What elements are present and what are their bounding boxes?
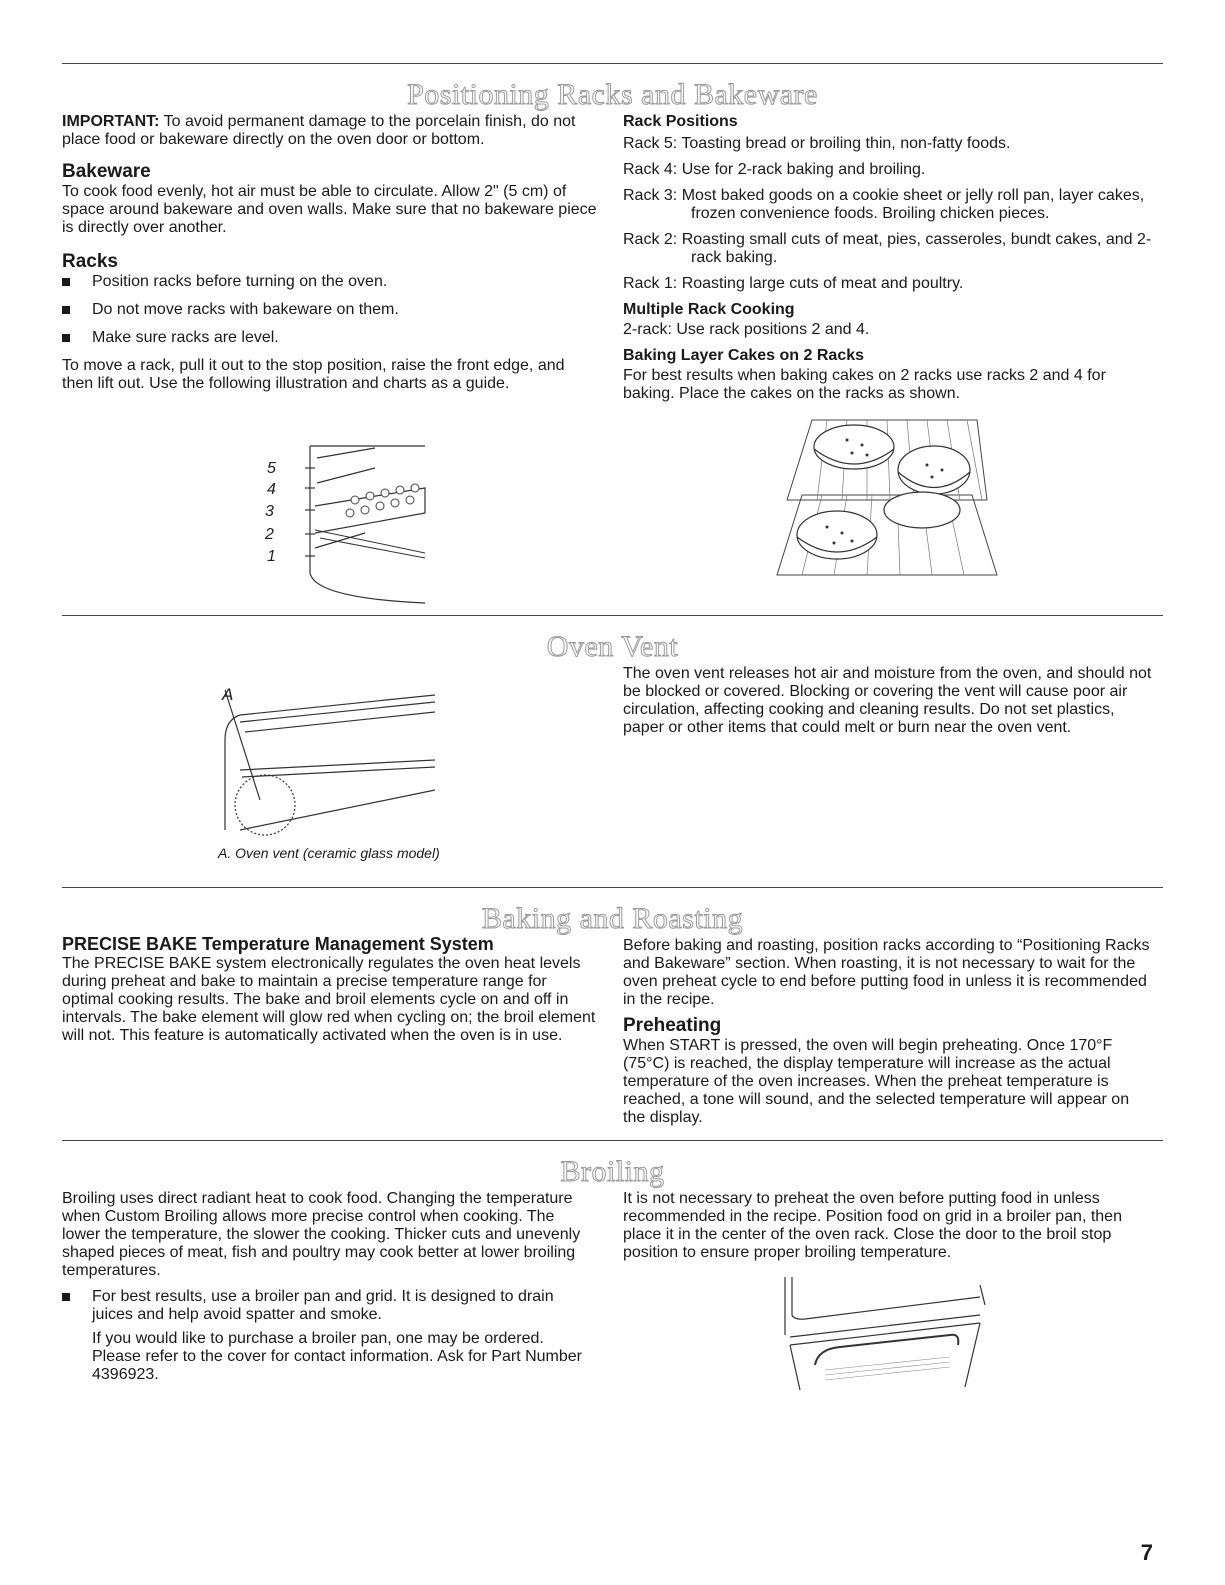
precise-bake-heading: PRECISE BAKE Temperature Management System [62, 934, 494, 954]
list-item: Rack 2: Roasting small cuts of meat, pies, casseroles, bundt cakes, and 2-rack baking. [623, 231, 1152, 266]
section-divider [62, 615, 1163, 616]
multiple-rack-text: 2-rack: Use rack positions 2 and 4. [623, 321, 870, 338]
important-note [62, 113, 597, 149]
list-item: Make sure racks are level. [62, 329, 597, 347]
multiple-rack-heading: Multiple Rack Cooking [623, 301, 795, 318]
list-item: Rack 1: Roasting large cuts of meat and poultry. [623, 275, 964, 292]
racks-left-column [62, 113, 597, 401]
rack-number-2: 2 [265, 526, 274, 543]
rack-number-4: 4 [267, 481, 276, 498]
broil-door-illustration [780, 1275, 1010, 1395]
bullet-square-icon [62, 334, 70, 342]
section-divider [62, 887, 1163, 888]
vent-label-a: A [222, 685, 234, 704]
important-text: To avoid permanent damage to the porcelain finish, do not place food or bakeware directly on the oven door or bottom. [62, 113, 576, 148]
vent-text: The oven vent releases hot air and moisture from the oven, and should not be blocked or covered. Blocking or covering the vent will cause poor air circulation, affecting cooking and cleaning results. Do not set plastics, paper or other items that could melt or burn near the oven vent. [623, 665, 1152, 736]
list-item: Position racks before turning on the oven. [62, 273, 597, 291]
baking-left-column [62, 935, 597, 1053]
rack-number-5: 5 [267, 460, 276, 477]
baking-right-column [623, 937, 1153, 1135]
broiling-left-column [62, 1190, 597, 1392]
broiling-right-column [623, 1190, 1153, 1270]
precise-bake-text: The PRECISE BAKE system electronically regulates the oven heat levels during preheat and bake to maintain a precise temperature range for optimal cooking results. The bake and broil elements cycle on and off in intervals. The bake element will glow red when cycling on; the broil element will not. This feature is automatically activated when the oven is in use. [62, 955, 596, 1044]
rack-positions-heading: Rack Positions [623, 113, 738, 130]
oven-vent-illustration [210, 660, 450, 840]
vent-text-column [623, 665, 1153, 745]
bakeware-heading: Bakeware [62, 161, 151, 182]
vent-caption: A. Oven vent (ceramic glass model) [218, 845, 440, 861]
broiler-pan-order-text: If you would like to purchase a broiler pan, one may be ordered. Please refer to the cover for contact information. Ask for Part Number 4396923. [92, 1330, 582, 1383]
preheating-text: When START is pressed, the oven will begin preheating. Once 170°F (75°C) is reached, the display temperature will increase as the actual temperature of the oven increases. When the preheat temperature is reached, a tone will sound, and the selected temperature will appear on the display. [623, 1037, 1130, 1126]
rack-positions-illustration [255, 438, 435, 608]
racks-heading: Racks [62, 251, 118, 272]
broiling-text: Broiling uses direct radiant heat to cook food. Changing the temperature when Custom Broiling allows more precise control when cooking. The lower the temperature, the slower the cooking. Thicker cuts and unevenly shaped pieces of meat, fish and poultry may cook better at lower broiling temperatures. [62, 1190, 581, 1279]
layer-cakes-text: For best results when baking cakes on 2 racks use racks 2 and 4 for baking. Place the cakes on the racks as shown. [623, 367, 1106, 402]
preheating-heading: Preheating [623, 1015, 722, 1036]
rack-number-1: 1 [267, 548, 276, 565]
layer-cakes-illustration [772, 415, 1002, 580]
list-item: For best results, use a broiler pan and grid. It is designed to drain juices and help avoid spatter and smoke. [62, 1288, 597, 1324]
bullet-square-icon [62, 1293, 70, 1301]
layer-cakes-heading: Baking Layer Cakes on 2 Racks [623, 347, 865, 364]
section-divider [62, 63, 1163, 64]
list-item: Rack 3: Most baked goods on a cookie sheet or jelly roll pan, layer cakes, frozen convenience foods. Broiling chicken pieces. [623, 187, 1145, 222]
racks-text: To move a rack, pull it out to the stop position, raise the front edge, and then lift out. Use the following illustration and charts as a guide. [62, 357, 565, 392]
list-item: Do not move racks with bakeware on them. [62, 301, 597, 319]
bullet-square-icon [62, 306, 70, 314]
section-divider [62, 1140, 1163, 1141]
rack-number-3: 3 [265, 503, 274, 520]
list-item: Rack 4: Use for 2-rack baking and broiling. [623, 161, 926, 178]
racks-right-column [623, 113, 1153, 411]
bullet-square-icon [62, 278, 70, 286]
section-title-baking: Baking and Roasting [481, 902, 744, 935]
page-number: 7 [1140, 1540, 1153, 1565]
list-item: Rack 5: Toasting bread or broiling thin, non-fatty foods. [623, 135, 1011, 152]
baking-intro-text: Before baking and roasting, position racks according to “Positioning Racks and Bakeware” section. When roasting, it is not necessary to wait for the oven preheat cycle to end before putting food in unless it is recommended in the recipe. [623, 937, 1150, 1008]
broiling-position-text: It is not necessary to preheat the oven before putting food in unless recommended in the recipe. Position food on grid in a broiler pan, then place it in the center of the oven rack. Close the door to the broil stop position to ensure proper broiling temperature. [623, 1190, 1122, 1261]
important-label: IMPORTANT: [62, 113, 160, 130]
section-title-broiling: Broiling [560, 1155, 665, 1188]
section-title-racks: Positioning Racks and Bakeware [407, 78, 818, 111]
section-title-vent: Oven Vent [546, 630, 679, 663]
bakeware-text: To cook food evenly, hot air must be able to circulate. Allow 2" (5 cm) of space around bakeware and oven walls. Make sure that no bakeware piece is directly over another. [62, 183, 597, 236]
